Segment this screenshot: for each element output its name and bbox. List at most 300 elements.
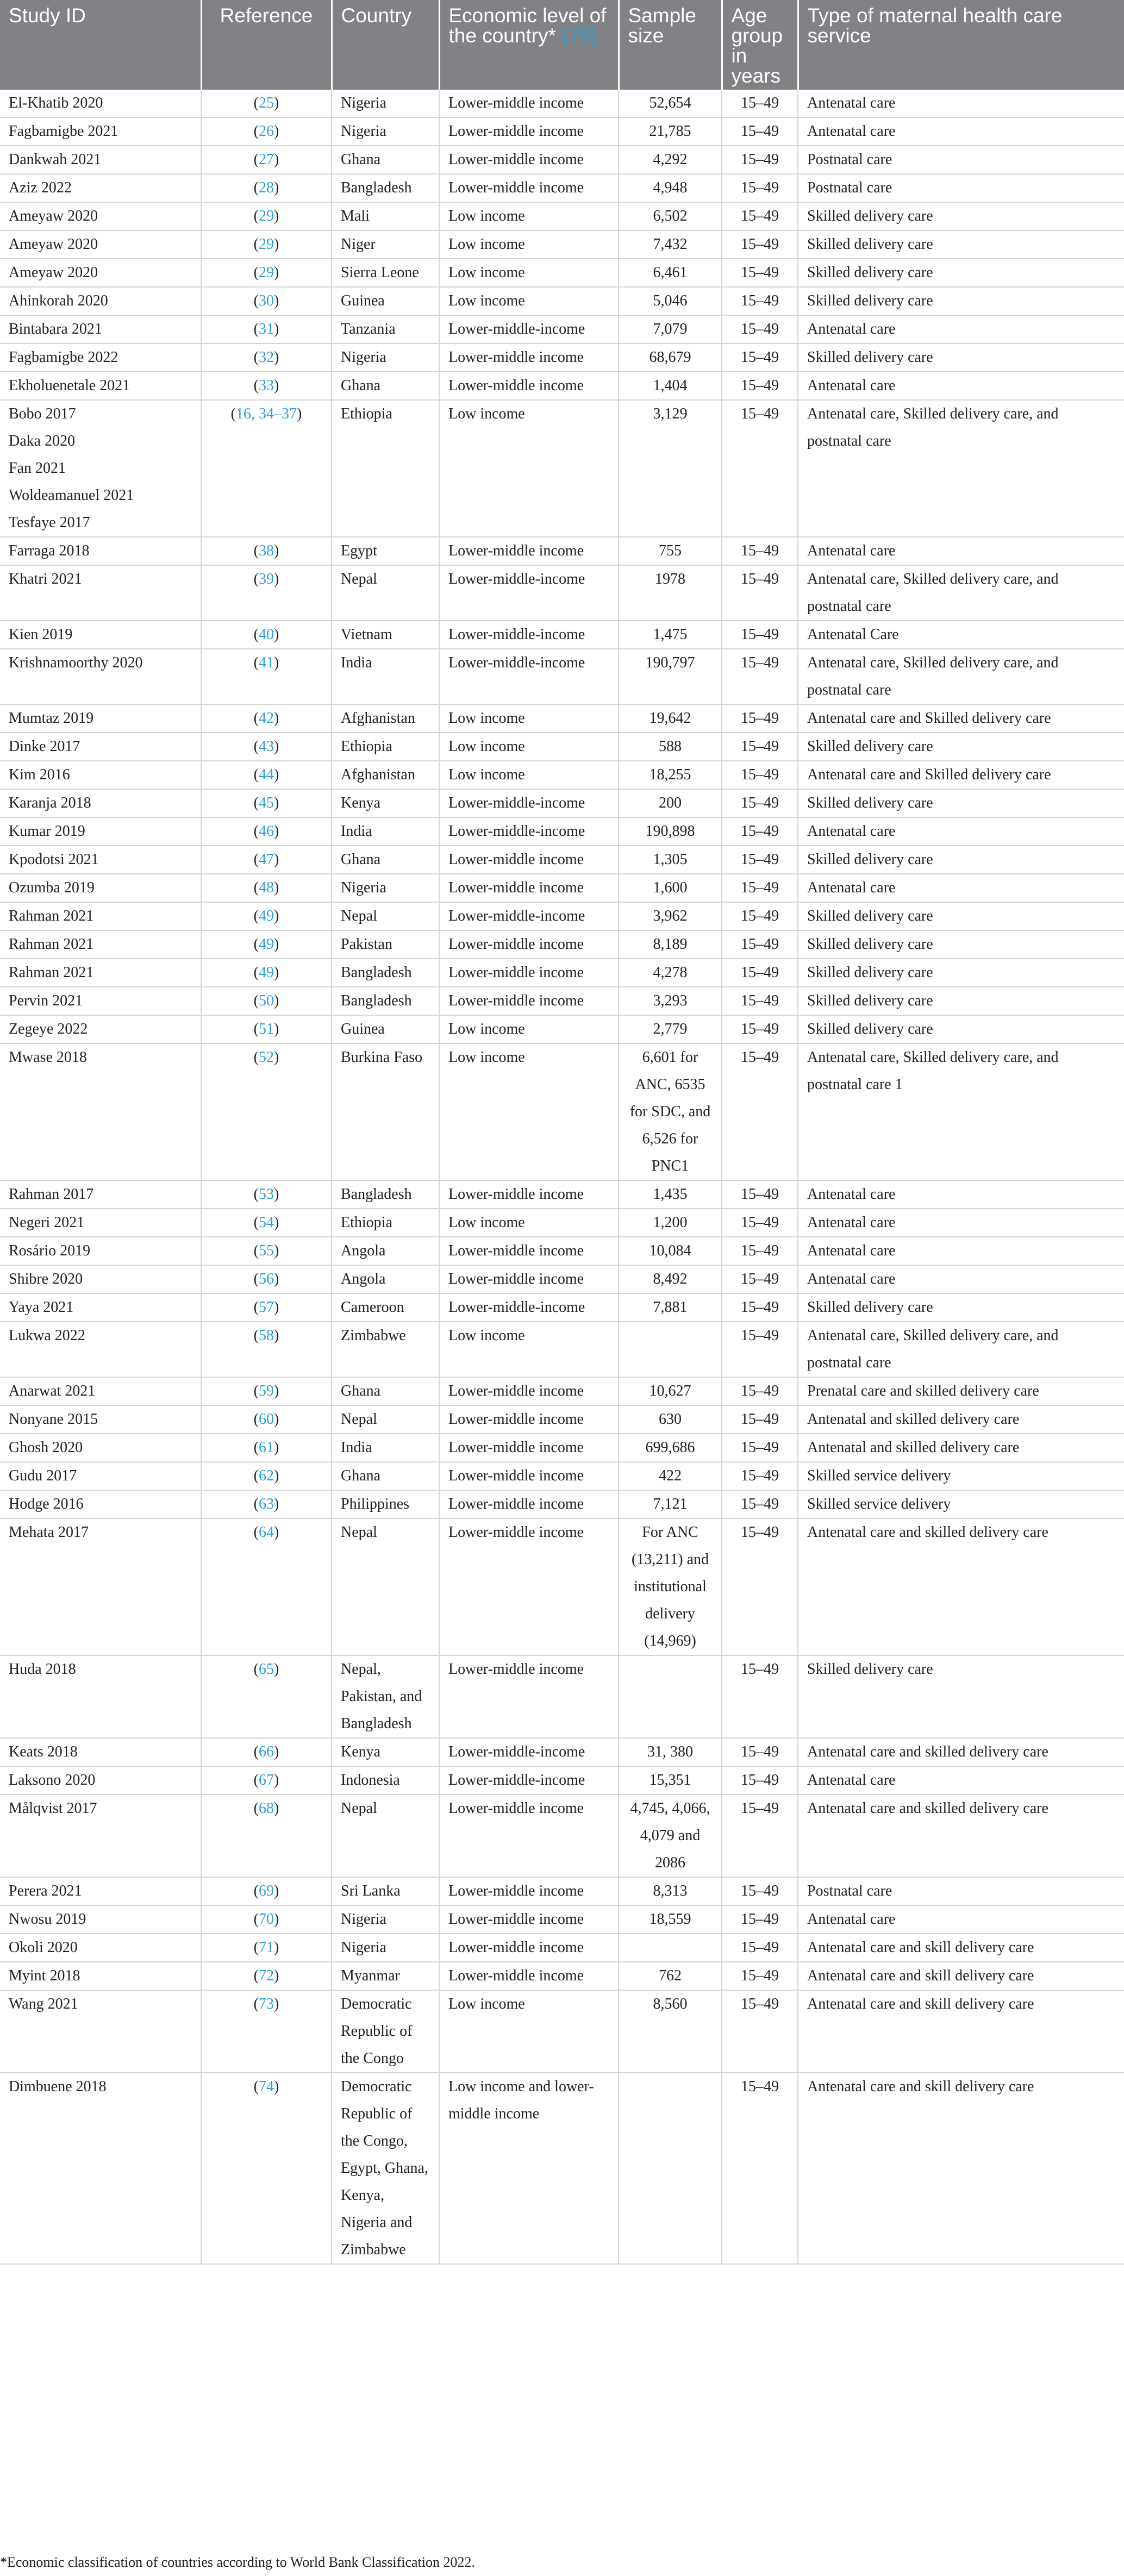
sample-size-cell: 4,278 bbox=[619, 959, 722, 987]
economic-level-cell: Low income bbox=[439, 1990, 619, 2073]
economic-level-cell: Lower-middle-income bbox=[439, 649, 619, 704]
age-group-cell: 15–49 bbox=[722, 1518, 798, 1655]
age-group-cell: 15–49 bbox=[722, 230, 798, 259]
reference-link[interactable]: 43 bbox=[259, 738, 274, 755]
reference-link[interactable]: 46 bbox=[259, 823, 274, 840]
reference-link[interactable]: 58 bbox=[259, 1327, 274, 1344]
economic-level-cell: Lower-middle-income bbox=[439, 315, 619, 343]
study-id-cell: Krishnamoorthy 2020 bbox=[0, 649, 201, 704]
country-cell: Pakistan bbox=[332, 930, 439, 959]
age-group-cell: 15–49 bbox=[722, 846, 798, 874]
reference-link[interactable]: 29 bbox=[259, 264, 274, 281]
reference-cell: (60) bbox=[201, 1405, 332, 1434]
country-cell: Kenya bbox=[332, 1738, 439, 1766]
reference-link[interactable]: 38 bbox=[259, 542, 274, 559]
table-row bbox=[0, 1015, 1124, 1043]
table-row bbox=[0, 400, 1124, 537]
economic-level-cell: Lower-middle-income bbox=[439, 817, 619, 846]
country-cell: Nigeria bbox=[332, 1934, 439, 1962]
economic-level-cell: Low income bbox=[439, 761, 619, 789]
economic-level-cell: Lower-middle income bbox=[439, 1934, 619, 1962]
table-row bbox=[0, 817, 1124, 846]
economic-level-cell: Low income bbox=[439, 1015, 619, 1043]
sample-size-cell: 3,962 bbox=[619, 902, 722, 930]
reference-cell: (70) bbox=[201, 1905, 332, 1934]
study-id-cell: Kim 2016 bbox=[0, 761, 201, 789]
service-cell: Antenatal care, Skilled delivery care, and postnatal care bbox=[798, 649, 1124, 704]
country-cell: Bangladesh bbox=[332, 174, 439, 202]
study-id-cell: Keats 2018 bbox=[0, 1738, 201, 1766]
reference-cell: (50) bbox=[201, 987, 332, 1015]
reference-link[interactable]: 49 bbox=[259, 964, 274, 981]
country-cell: Egypt bbox=[332, 537, 439, 565]
study-id-cell: Zegeye 2022 bbox=[0, 1015, 201, 1043]
sample-size-cell: 4,292 bbox=[619, 146, 722, 174]
reference-cell: (43) bbox=[201, 733, 332, 761]
country-cell: Ghana bbox=[332, 1377, 439, 1405]
age-group-cell: 15–49 bbox=[722, 146, 798, 174]
sample-size-cell: 68,679 bbox=[619, 343, 722, 372]
study-id-cell: Kpodotsi 2021 bbox=[0, 846, 201, 874]
service-cell: Skilled delivery care bbox=[798, 959, 1124, 987]
reference-cell: (56) bbox=[201, 1265, 332, 1293]
country-cell: Afghanistan bbox=[332, 761, 439, 789]
sample-size-cell: 7,121 bbox=[619, 1490, 722, 1518]
service-cell: Antenatal care bbox=[798, 1237, 1124, 1265]
reference-cell: (29) bbox=[201, 259, 332, 287]
reference-cell: (63) bbox=[201, 1490, 332, 1518]
service-cell: Postnatal care bbox=[798, 174, 1124, 202]
table-row bbox=[0, 846, 1124, 874]
sample-size-cell: 4,948 bbox=[619, 174, 722, 202]
table-row bbox=[0, 1655, 1124, 1738]
economic-level-cell: Lower-middle-income bbox=[439, 1738, 619, 1766]
service-cell: Antenatal care and Skilled delivery care bbox=[798, 704, 1124, 733]
service-cell: Skilled service delivery bbox=[798, 1462, 1124, 1490]
reference-link[interactable]: 33 bbox=[259, 377, 274, 394]
country-cell: Nigeria bbox=[332, 874, 439, 902]
header-economic-level: Economic level of the country* (75) bbox=[439, 0, 619, 90]
economic-level-cell: Lower-middle-income bbox=[439, 1293, 619, 1322]
country-cell: Ethiopia bbox=[332, 733, 439, 761]
study-id-cell: Yaya 2021 bbox=[0, 1293, 201, 1322]
study-id-cell: Shibre 2020 bbox=[0, 1265, 201, 1293]
table-row bbox=[0, 565, 1124, 621]
service-cell: Antenatal care bbox=[798, 874, 1124, 902]
country-cell: Nepal bbox=[332, 1795, 439, 1877]
age-group-cell: 15–49 bbox=[722, 1180, 798, 1209]
sample-size-cell: 3,129 bbox=[619, 400, 722, 537]
service-cell: Antenatal care bbox=[798, 1209, 1124, 1237]
country-cell: Nigeria bbox=[332, 343, 439, 372]
country-cell: Indonesia bbox=[332, 1766, 439, 1795]
reference-link[interactable]: 29 bbox=[259, 208, 274, 224]
table-row bbox=[0, 874, 1124, 902]
country-cell: Tanzania bbox=[332, 315, 439, 343]
reference-link[interactable]: 26 bbox=[259, 123, 274, 140]
service-cell: Antenatal care bbox=[798, 117, 1124, 146]
study-id-cell: Farraga 2018 bbox=[0, 537, 201, 565]
sample-size-cell: 190,898 bbox=[619, 817, 722, 846]
service-cell: Antenatal care bbox=[798, 1180, 1124, 1209]
service-cell: Antenatal and skilled delivery care bbox=[798, 1434, 1124, 1462]
table-row bbox=[0, 315, 1124, 343]
country-cell: Cameroon bbox=[332, 1293, 439, 1322]
study-id-cell: Nonyane 2015 bbox=[0, 1405, 201, 1434]
age-group-cell: 15–49 bbox=[722, 649, 798, 704]
reference-link[interactable]: 74 bbox=[259, 2078, 274, 2095]
study-id-line: Fan 2021 bbox=[9, 460, 66, 477]
age-group-cell: 15–49 bbox=[722, 789, 798, 817]
study-id-cell: Ahinkorah 2020 bbox=[0, 287, 201, 315]
sample-size-cell: 10,627 bbox=[619, 1377, 722, 1405]
reference-link[interactable]: 41 bbox=[259, 654, 274, 671]
reference-cell: (31) bbox=[201, 315, 332, 343]
reference-link[interactable]: 42 bbox=[259, 710, 274, 727]
economic-level-cell: Lower-middle income bbox=[439, 1490, 619, 1518]
reference-link[interactable]: 71 bbox=[259, 1939, 274, 1956]
study-id-cell: Mwase 2018 bbox=[0, 1043, 201, 1180]
table-row bbox=[0, 987, 1124, 1015]
country-cell: Niger bbox=[332, 230, 439, 259]
reference-link[interactable]: 72 bbox=[259, 1967, 274, 1984]
age-group-cell: 15–49 bbox=[722, 733, 798, 761]
table-row bbox=[0, 733, 1124, 761]
economic-level-cell: Lower-middle income bbox=[439, 1434, 619, 1462]
economic-level-cell: Lower-middle income bbox=[439, 1795, 619, 1877]
reference-link[interactable]: 49 bbox=[259, 908, 274, 924]
economic-level-cell: Low income bbox=[439, 1043, 619, 1180]
table-row bbox=[0, 649, 1124, 704]
age-group-cell: 15–49 bbox=[722, 874, 798, 902]
service-cell: Skilled delivery care bbox=[798, 987, 1124, 1015]
country-cell: Ethiopia bbox=[332, 400, 439, 537]
sample-size-cell: 7,079 bbox=[619, 315, 722, 343]
reference-cell: (48) bbox=[201, 874, 332, 902]
economic-level-cell: Low income bbox=[439, 287, 619, 315]
reference-link[interactable]: 31 bbox=[259, 321, 274, 337]
reference-cell: (40) bbox=[201, 621, 332, 649]
reference-cell: (28) bbox=[201, 174, 332, 202]
service-cell: Skilled delivery care bbox=[798, 259, 1124, 287]
country-cell: Nepal bbox=[332, 1518, 439, 1655]
sample-size-cell: 6,502 bbox=[619, 202, 722, 230]
study-id-line: Daka 2020 bbox=[9, 433, 76, 449]
reference-link[interactable]: 64 bbox=[259, 1524, 274, 1541]
age-group-cell: 15–49 bbox=[722, 1434, 798, 1462]
country-cell: Nepal bbox=[332, 902, 439, 930]
table-row bbox=[0, 1490, 1124, 1518]
sample-size-cell: 8,492 bbox=[619, 1265, 722, 1293]
age-group-cell: 15–49 bbox=[722, 761, 798, 789]
reference-link[interactable]: 16, 34–37 bbox=[236, 405, 297, 422]
age-group-cell: 15–49 bbox=[722, 1990, 798, 2073]
study-id-cell: Rosário 2019 bbox=[0, 1237, 201, 1265]
economic-level-cell: Lower-middle-income bbox=[439, 902, 619, 930]
reference-link[interactable]: 65 bbox=[259, 1661, 274, 1678]
study-id-cell: Rahman 2017 bbox=[0, 1180, 201, 1209]
reference-cell: (62) bbox=[201, 1462, 332, 1490]
table-row bbox=[0, 174, 1124, 202]
reference-link[interactable]: 30 bbox=[259, 292, 274, 309]
service-cell: Skilled delivery care bbox=[798, 287, 1124, 315]
reference-cell: (42) bbox=[201, 704, 332, 733]
reference-cell: (25) bbox=[201, 90, 332, 117]
sample-size-cell: 19,642 bbox=[619, 704, 722, 733]
reference-link[interactable]: 40 bbox=[259, 626, 274, 643]
sample-size-cell: 18,559 bbox=[619, 1905, 722, 1934]
sample-size-cell: 1,200 bbox=[619, 1209, 722, 1237]
reference-link[interactable]: 39 bbox=[259, 571, 274, 587]
economic-level-cell: Lower-middle income bbox=[439, 987, 619, 1015]
service-cell: Skilled delivery care bbox=[798, 202, 1124, 230]
age-group-cell: 15–49 bbox=[722, 343, 798, 372]
age-group-cell: 15–49 bbox=[722, 1015, 798, 1043]
reference-cell: (59) bbox=[201, 1377, 332, 1405]
country-cell: Nigeria bbox=[332, 1905, 439, 1934]
service-cell: Antenatal care and skilled delivery care bbox=[798, 1795, 1124, 1877]
sample-size-cell: 52,654 bbox=[619, 90, 722, 117]
reference-cell: (49) bbox=[201, 959, 332, 987]
study-id-cell: Ozumba 2019 bbox=[0, 874, 201, 902]
table-row bbox=[0, 1738, 1124, 1766]
table-footnote: *Economic classification of countries according to World Bank Classification 2022. bbox=[0, 2554, 475, 2570]
table-header-row bbox=[0, 0, 1124, 90]
sample-size-cell: 1,305 bbox=[619, 846, 722, 874]
reference-link[interactable]: 67 bbox=[259, 1772, 274, 1789]
age-group-cell: 15–49 bbox=[722, 2073, 798, 2264]
reference-link[interactable]: 44 bbox=[259, 766, 274, 783]
reference-link[interactable]: 59 bbox=[259, 1383, 274, 1399]
country-cell: India bbox=[332, 649, 439, 704]
reference-link[interactable]: 69 bbox=[259, 1883, 274, 1899]
economic-level-cell: Lower-middle income bbox=[439, 372, 619, 400]
reference-cell: (32) bbox=[201, 343, 332, 372]
country-cell: Guinea bbox=[332, 287, 439, 315]
economic-level-cell: Low income bbox=[439, 259, 619, 287]
reference-cell: (38) bbox=[201, 537, 332, 565]
study-id-cell bbox=[0, 400, 201, 537]
table-row bbox=[0, 621, 1124, 649]
age-group-cell: 15–49 bbox=[722, 1322, 798, 1377]
service-cell: Antenatal care, Skilled delivery care, and postnatal care 1 bbox=[798, 1043, 1124, 1180]
reference-cell: (53) bbox=[201, 1180, 332, 1209]
service-cell: Antenatal care bbox=[798, 817, 1124, 846]
age-group-cell: 15–49 bbox=[722, 1905, 798, 1934]
study-id-cell: Dimbuene 2018 bbox=[0, 2073, 201, 2264]
reference-link[interactable]: 32 bbox=[259, 349, 274, 366]
economic-level-cell: Lower-middle income bbox=[439, 846, 619, 874]
header-study-id: Study ID bbox=[0, 0, 201, 90]
study-id-cell: Mehata 2017 bbox=[0, 1518, 201, 1655]
service-cell: Antenatal care and skilled delivery care bbox=[798, 1518, 1124, 1655]
economic-level-cell: Lower-middle income bbox=[439, 874, 619, 902]
service-cell: Skilled delivery care bbox=[798, 1015, 1124, 1043]
sample-size-cell: 8,560 bbox=[619, 1990, 722, 2073]
reference-cell: (69) bbox=[201, 1877, 332, 1905]
economic-level-cell: Low income bbox=[439, 202, 619, 230]
economic-level-cell: Lower-middle-income bbox=[439, 621, 619, 649]
reference-link[interactable]: 68 bbox=[259, 1800, 274, 1817]
service-cell: Antenatal care, Skilled delivery care, and postnatal care bbox=[798, 400, 1124, 537]
study-id-cell: Wang 2021 bbox=[0, 1990, 201, 2073]
study-id-cell: Nwosu 2019 bbox=[0, 1905, 201, 1934]
reference-link[interactable]: 62 bbox=[259, 1467, 274, 1484]
table-row bbox=[0, 1877, 1124, 1905]
country-cell: Angola bbox=[332, 1265, 439, 1293]
reference-link[interactable]: 57 bbox=[259, 1299, 274, 1316]
service-cell: Skilled delivery care bbox=[798, 846, 1124, 874]
reference-link[interactable]: 45 bbox=[259, 795, 274, 811]
study-id-cell: Okoli 2020 bbox=[0, 1934, 201, 1962]
age-group-cell: 15–49 bbox=[722, 537, 798, 565]
age-group-cell: 15–49 bbox=[722, 1934, 798, 1962]
country-cell: Sierra Leone bbox=[332, 259, 439, 287]
age-group-cell: 15–49 bbox=[722, 1462, 798, 1490]
economic-level-cell: Lower-middle income bbox=[439, 1518, 619, 1655]
economic-level-cell: Low income bbox=[439, 230, 619, 259]
service-cell: Skilled delivery care bbox=[798, 1655, 1124, 1738]
reference-link[interactable]: 73 bbox=[259, 1996, 274, 2012]
reference-cell: (41) bbox=[201, 649, 332, 704]
service-cell: Antenatal care, Skilled delivery care, and postnatal care bbox=[798, 1322, 1124, 1377]
table-row bbox=[0, 146, 1124, 174]
header-economic-level-label: Economic level of the country* bbox=[448, 4, 607, 47]
country-cell: Sri Lanka bbox=[332, 1877, 439, 1905]
reference-link[interactable]: 54 bbox=[259, 1214, 274, 1231]
age-group-cell: 15–49 bbox=[722, 315, 798, 343]
reference-link[interactable]: 48 bbox=[259, 879, 274, 896]
sample-size-cell: 7,432 bbox=[619, 230, 722, 259]
sample-size-cell: 5,046 bbox=[619, 287, 722, 315]
sample-size-cell: 630 bbox=[619, 1405, 722, 1434]
country-cell: Zimbabwe bbox=[332, 1322, 439, 1377]
age-group-cell: 15–49 bbox=[722, 1795, 798, 1877]
table-row bbox=[0, 1209, 1124, 1237]
study-id-line: Tesfaye 2017 bbox=[9, 514, 90, 531]
study-id-cell: Fagbamigbe 2021 bbox=[0, 117, 201, 146]
reference-cell: (45) bbox=[201, 789, 332, 817]
reference-link[interactable]: 29 bbox=[259, 236, 274, 253]
reference-cell: (44) bbox=[201, 761, 332, 789]
reference-link[interactable]: 28 bbox=[259, 179, 274, 196]
age-group-cell: 15–49 bbox=[722, 287, 798, 315]
service-cell: Antenatal care and Skilled delivery care bbox=[798, 761, 1124, 789]
study-id-cell: Hodge 2016 bbox=[0, 1490, 201, 1518]
age-group-cell: 15–49 bbox=[722, 1265, 798, 1293]
reference-link[interactable]: 49 bbox=[259, 936, 274, 953]
economic-level-cell: Lower-middle-income bbox=[439, 565, 619, 621]
sample-size-cell: 6,461 bbox=[619, 259, 722, 287]
study-id-cell: Laksono 2020 bbox=[0, 1766, 201, 1795]
service-cell: Antenatal care and skilled delivery care bbox=[798, 1738, 1124, 1766]
reference-link[interactable]: 53 bbox=[259, 1186, 274, 1203]
age-group-cell: 15–49 bbox=[722, 1405, 798, 1434]
sample-size-cell: 200 bbox=[619, 789, 722, 817]
age-group-cell: 15–49 bbox=[722, 959, 798, 987]
reference-cell: (49) bbox=[201, 902, 332, 930]
country-cell: Nepal bbox=[332, 565, 439, 621]
reference-link[interactable]: 52 bbox=[259, 1049, 274, 1066]
reference-link[interactable]: 70 bbox=[259, 1911, 274, 1928]
study-id-cell: Ekholuenetale 2021 bbox=[0, 372, 201, 400]
service-cell: Antenatal care and skill delivery care bbox=[798, 1990, 1124, 2073]
economic-level-cell: Low income bbox=[439, 1209, 619, 1237]
table-row bbox=[0, 117, 1124, 146]
service-cell: Postnatal care bbox=[798, 146, 1124, 174]
reference-link[interactable]: 63 bbox=[259, 1496, 274, 1512]
table-row bbox=[0, 1766, 1124, 1795]
table-row bbox=[0, 1043, 1124, 1180]
economic-level-cell: Lower-middle income bbox=[439, 117, 619, 146]
table-row bbox=[0, 259, 1124, 287]
reference-cell: (33) bbox=[201, 372, 332, 400]
economic-level-cell: Lower-middle income bbox=[439, 1877, 619, 1905]
reference-cell: (47) bbox=[201, 846, 332, 874]
sample-size-cell bbox=[619, 2073, 722, 2264]
country-cell: Ghana bbox=[332, 1462, 439, 1490]
country-cell: Nigeria bbox=[332, 90, 439, 117]
reference-link[interactable]: 51 bbox=[259, 1021, 274, 1037]
reference-cell: (29) bbox=[201, 202, 332, 230]
sample-size-cell: 422 bbox=[619, 1462, 722, 1490]
sample-size-cell: 15,351 bbox=[619, 1766, 722, 1795]
service-cell: Skilled delivery care bbox=[798, 902, 1124, 930]
reference-cell: (58) bbox=[201, 1322, 332, 1377]
sample-size-cell: 3,293 bbox=[619, 987, 722, 1015]
reference-link[interactable]: 60 bbox=[259, 1411, 274, 1428]
age-group-cell: 15–49 bbox=[722, 1293, 798, 1322]
reference-link[interactable]: 25 bbox=[259, 95, 274, 111]
sample-size-cell: For ANC (13,211) and institutional delivery (14,969) bbox=[619, 1518, 722, 1655]
header-reference: Reference bbox=[201, 0, 332, 90]
study-id-cell: Pervin 2021 bbox=[0, 987, 201, 1015]
table-row bbox=[0, 343, 1124, 372]
table-row bbox=[0, 1434, 1124, 1462]
header-economic-level-ref[interactable]: 75 bbox=[568, 24, 591, 47]
header-sample-size: Sample size bbox=[619, 0, 722, 90]
table-row bbox=[0, 1795, 1124, 1877]
country-cell: Bangladesh bbox=[332, 1180, 439, 1209]
reference-link[interactable]: 61 bbox=[259, 1439, 274, 1456]
reference-cell: (57) bbox=[201, 1293, 332, 1322]
reference-link[interactable]: 56 bbox=[259, 1271, 274, 1287]
age-group-cell: 15–49 bbox=[722, 1237, 798, 1265]
service-cell: Skilled delivery care bbox=[798, 1293, 1124, 1322]
reference-link[interactable]: 27 bbox=[259, 151, 274, 168]
service-cell: Postnatal care bbox=[798, 1877, 1124, 1905]
study-id-cell: Karanja 2018 bbox=[0, 789, 201, 817]
reference-link[interactable]: 50 bbox=[259, 992, 274, 1009]
country-cell: Angola bbox=[332, 1237, 439, 1265]
age-group-cell: 15–49 bbox=[722, 174, 798, 202]
reference-link[interactable]: 55 bbox=[259, 1242, 274, 1259]
study-id-cell: Rahman 2021 bbox=[0, 959, 201, 987]
table-row bbox=[0, 372, 1124, 400]
reference-link[interactable]: 66 bbox=[259, 1743, 274, 1760]
sample-size-cell: 1,475 bbox=[619, 621, 722, 649]
service-cell: Antenatal and skilled delivery care bbox=[798, 1405, 1124, 1434]
economic-level-cell: Lower-middle income bbox=[439, 1462, 619, 1490]
sample-size-cell: 31, 380 bbox=[619, 1738, 722, 1766]
age-group-cell: 15–49 bbox=[722, 565, 798, 621]
reference-link[interactable]: 47 bbox=[259, 851, 274, 868]
sample-size-cell: 1,435 bbox=[619, 1180, 722, 1209]
sample-size-cell bbox=[619, 1322, 722, 1377]
country-cell: India bbox=[332, 1434, 439, 1462]
study-id-cell: Fagbamigbe 2022 bbox=[0, 343, 201, 372]
study-id-cell: Huda 2018 bbox=[0, 1655, 201, 1738]
